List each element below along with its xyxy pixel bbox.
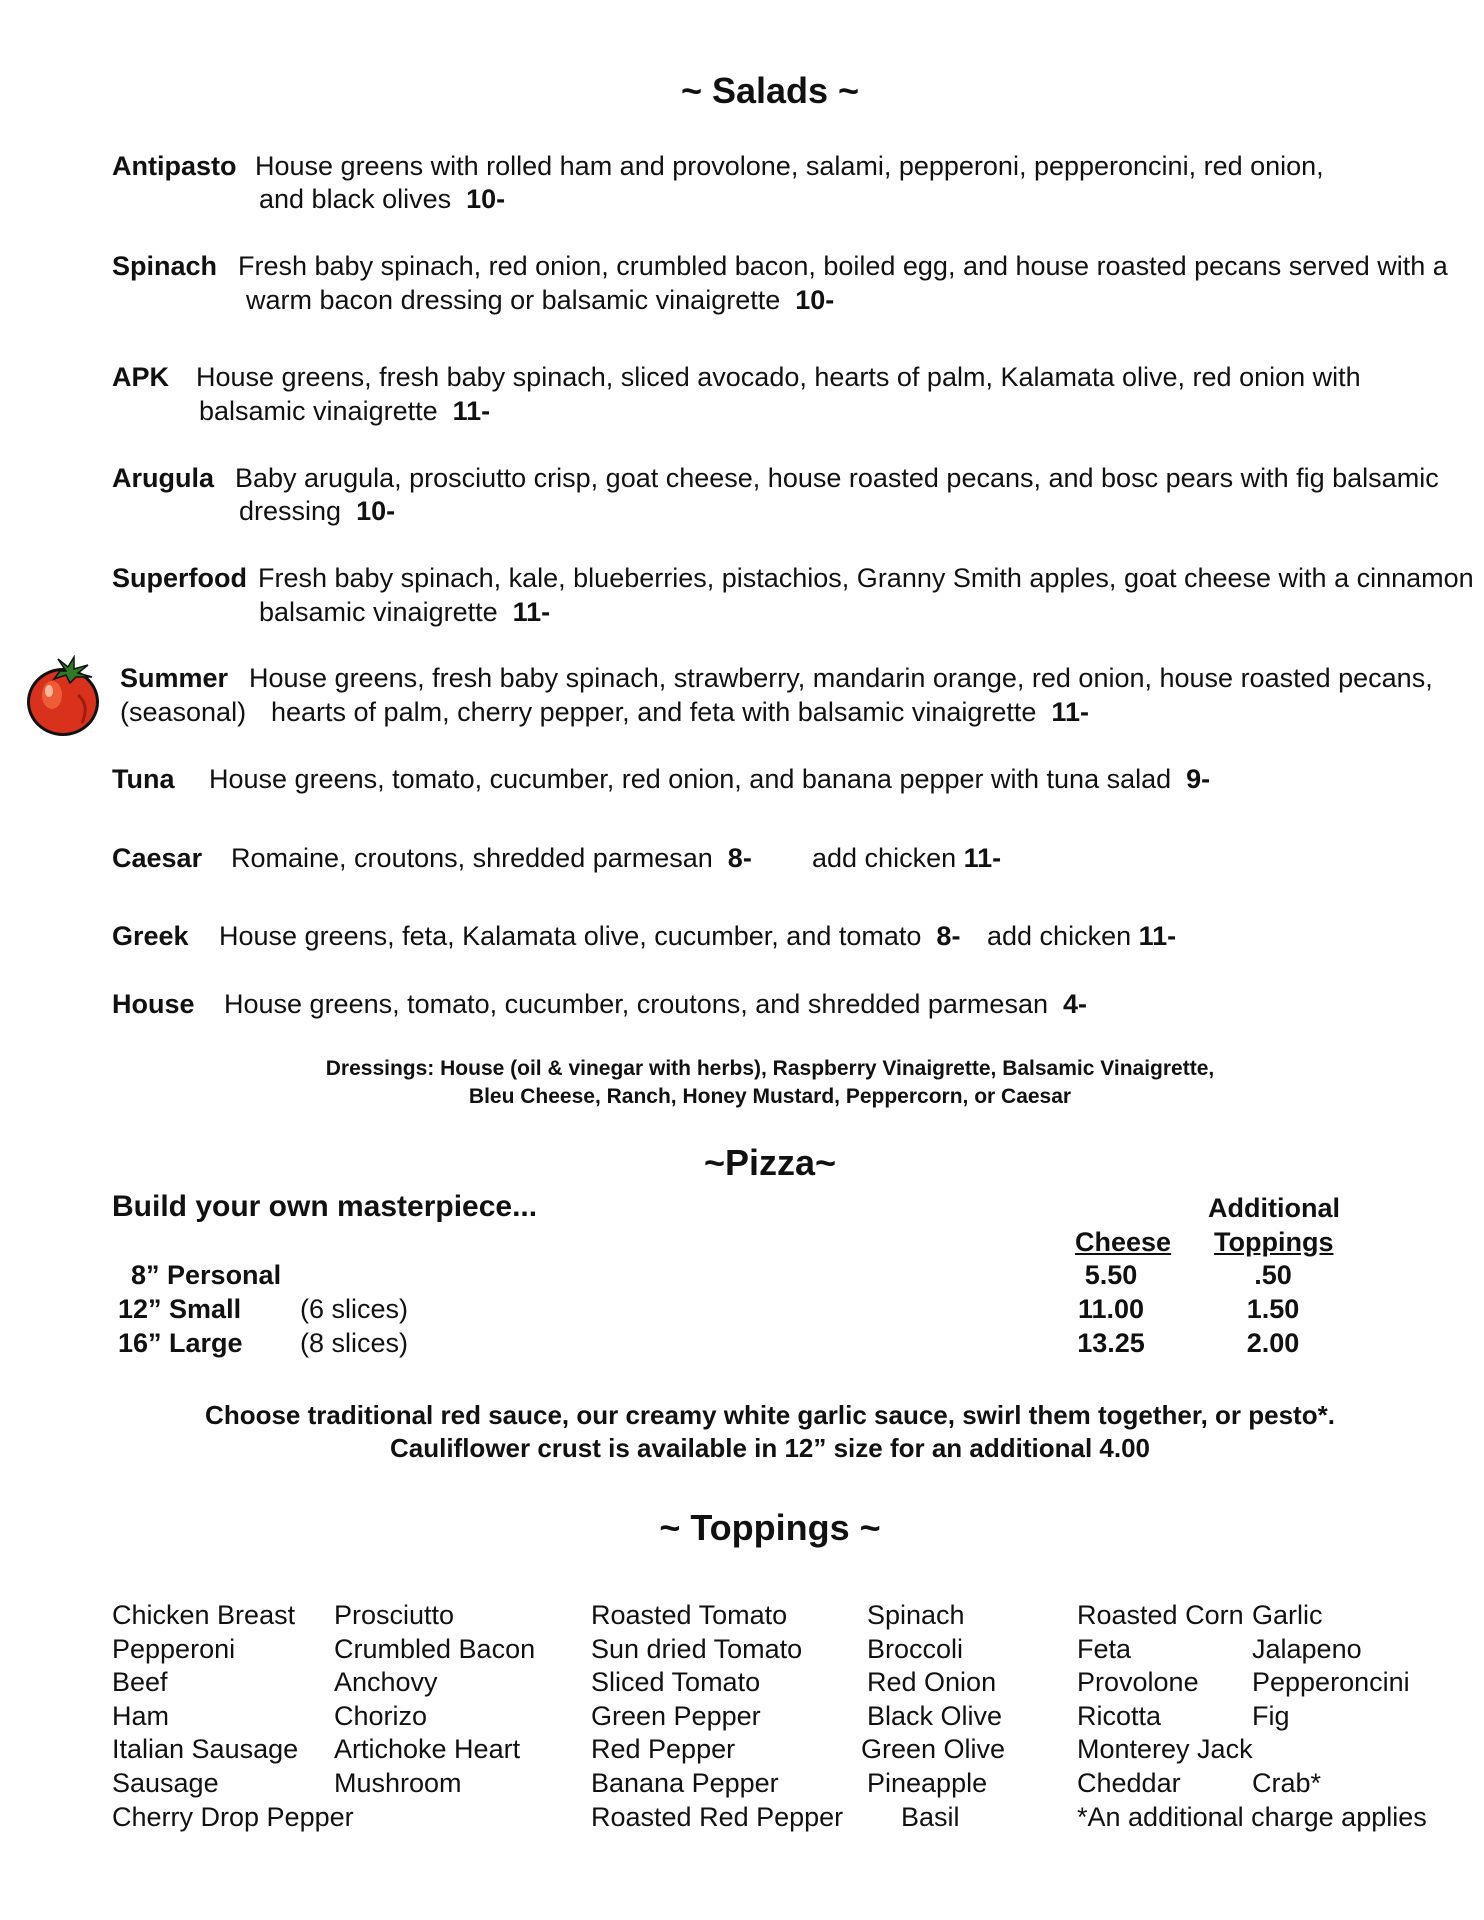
salad-desc	[271, 696, 1089, 729]
salads-title: ~ Salads ~	[680, 70, 860, 111]
salad-desc	[238, 250, 1448, 283]
topping-item: Monterey Jack	[1077, 1734, 1253, 1765]
salad-price: 11-	[512, 597, 551, 627]
salad-addon	[812, 842, 1001, 875]
salad-price: 10-	[795, 285, 835, 315]
salad-desc-line: warm bacon dressing or balsamic vinaigrette	[246, 285, 781, 315]
salad-item-house	[112, 988, 195, 1021]
salad-desc	[224, 988, 1087, 1021]
salad-name: Superfood	[112, 563, 247, 593]
pizza-size: 8” Personal	[131, 1260, 282, 1290]
pizza-subtitle: Build your own masterpiece...	[112, 1190, 538, 1223]
topping-item: Cherry Drop Pepper	[112, 1801, 354, 1832]
pizza-crust-note: Cauliflower crust is available in 12” size for an additional 4.00	[389, 1433, 1151, 1463]
salad-item-apk	[112, 361, 169, 394]
salad-desc	[235, 462, 1439, 495]
salad-item-greek	[112, 920, 189, 953]
pizza-cheese-price: 13.25	[1077, 1328, 1145, 1358]
salad-desc-line: House greens, fresh baby spinach, strawberry, mandarin orange, red onion, house roasted pecans,	[249, 663, 1433, 693]
salad-desc	[259, 596, 550, 629]
topping-item: Crumbled Bacon	[334, 1633, 536, 1664]
salad-desc	[209, 763, 1210, 796]
pizza-slices: (8 slices)	[300, 1328, 409, 1358]
salad-desc	[199, 395, 490, 428]
topping-item: Roasted Red Pepper	[591, 1801, 844, 1832]
salad-desc	[239, 495, 395, 528]
salad-price: 9-	[1186, 764, 1211, 794]
salad-item-summer	[120, 662, 228, 695]
salad-desc-line: dressing	[239, 496, 342, 526]
salad-desc	[231, 842, 752, 875]
topping-item: Sun dried Tomato	[591, 1633, 803, 1664]
addon-price: 11-	[963, 843, 1002, 873]
topping-item: Mushroom	[334, 1768, 462, 1798]
salad-desc-line: House greens with rolled ham and provolone, salami, pepperoni, pepperoncini, red onion,	[255, 151, 1324, 181]
salad-desc-line: Baby arugula, prosciutto crisp, goat cheese, house roasted pecans, and bosc pears with fig balsamic	[235, 463, 1439, 493]
salad-desc	[259, 183, 505, 216]
topping-item: Roasted Corn	[1077, 1600, 1244, 1630]
topping-item: Provolone	[1077, 1667, 1199, 1698]
topping-item: Chicken Breast	[112, 1600, 296, 1630]
topping-item: Sausage	[112, 1768, 219, 1798]
topping-item: Green Pepper	[591, 1700, 761, 1731]
salad-name: APK	[112, 362, 170, 392]
pizza-size: 16” Large	[118, 1328, 243, 1358]
salad-desc-line: House greens, tomato, cucumber, croutons, and shredded parmesan	[224, 989, 1048, 1019]
topping-item: Pepperoni	[112, 1633, 236, 1664]
topping-item: Ricotta	[1077, 1700, 1162, 1731]
addon-label: add chicken	[987, 921, 1132, 951]
pizza-title: ~Pizza~	[703, 1142, 837, 1183]
salad-price: 10-	[466, 184, 506, 214]
topping-item: Green Olive	[861, 1734, 1006, 1765]
salad-desc-line: House greens, fresh baby spinach, sliced avocado, hearts of palm, Kalamata olive, red onion with	[196, 362, 1361, 392]
topping-item: Sliced Tomato	[591, 1667, 761, 1698]
topping-item: Black Olive	[867, 1700, 1003, 1731]
salad-seasonal-note: (seasonal)	[120, 697, 247, 727]
tomato-icon	[22, 655, 104, 739]
topping-item: Garlic	[1252, 1600, 1323, 1630]
salad-desc	[219, 920, 960, 953]
dressings-line-2: Bleu Cheese, Ranch, Honey Mustard, Peppercorn, or Caesar	[468, 1085, 1072, 1108]
salad-desc-line: House greens, feta, Kalamata olive, cucumber, and tomato	[219, 921, 922, 951]
topping-item: Cheddar	[1077, 1768, 1181, 1798]
toppings-title: ~ Toppings ~	[659, 1507, 881, 1548]
salad-name: Tuna	[112, 764, 175, 794]
pizza-cheese-price: 5.50	[1084, 1260, 1138, 1290]
salad-name: Antipasto	[112, 151, 237, 181]
topping-item: Red Pepper	[591, 1734, 736, 1765]
addon-label: add chicken	[812, 843, 957, 873]
pizza-topping-price: .50	[1254, 1260, 1292, 1290]
topping-item: Chorizo	[334, 1700, 428, 1731]
salad-name: Caesar	[112, 843, 203, 873]
pizza-size: 12” Small	[118, 1294, 242, 1324]
salad-addon	[987, 920, 1176, 953]
topping-item: Prosciutto	[334, 1600, 455, 1630]
topping-item: Pineapple	[867, 1768, 988, 1798]
pizza-sauce-note: Choose traditional red sauce, our creamy white garlic sauce, swirl them together, or pesto*.	[205, 1400, 1335, 1430]
salad-price: 10-	[356, 496, 396, 526]
salad-desc	[258, 562, 1474, 595]
salad-name: Greek	[112, 921, 189, 951]
salad-desc	[255, 150, 1324, 183]
salad-desc	[249, 662, 1433, 695]
pizza-topping-price: 1.50	[1246, 1294, 1300, 1324]
salad-desc-line: balsamic vinaigrette	[199, 396, 438, 426]
topping-item: Broccoli	[867, 1633, 964, 1664]
salad-desc-line: Fresh baby spinach, red onion, crumbled bacon, boiled egg, and house roasted pecans served with a	[238, 251, 1448, 281]
salad-price: 8-	[727, 843, 752, 873]
salad-item-superfood	[112, 562, 247, 595]
col-additional: Additional	[1208, 1193, 1340, 1223]
topping-item: Anchovy	[334, 1667, 438, 1698]
topping-item: Artichoke Heart	[334, 1734, 521, 1765]
salad-desc-line: House greens, tomato, cucumber, red onion, and banana pepper with tuna salad	[209, 764, 1172, 794]
salad-price: 8-	[936, 921, 961, 951]
salad-price: 4-	[1063, 989, 1088, 1019]
salad-name: Spinach	[112, 251, 218, 281]
topping-item: Jalapeno	[1252, 1633, 1362, 1664]
topping-item: Pepperoncini	[1252, 1667, 1410, 1698]
salad-desc-line: Fresh baby spinach, kale, blueberries, pistachios, Granny Smith apples, goat cheese with a cinnamon	[258, 563, 1474, 593]
topping-item: Roasted Tomato	[591, 1600, 788, 1630]
salad-name: Summer	[120, 663, 229, 693]
dressings-line-1: Dressings: House (oil & vinegar with herbs), Raspberry Vinaigrette, Balsamic Vinaigrette,	[325, 1057, 1215, 1080]
salad-desc	[246, 284, 834, 317]
salad-desc-line: balsamic vinaigrette	[259, 597, 498, 627]
salad-item-arugula	[112, 462, 214, 495]
topping-item: Basil	[901, 1801, 960, 1832]
salad-item-caesar	[112, 842, 202, 875]
topping-item: Red Onion	[867, 1667, 997, 1698]
topping-item: Italian Sausage	[112, 1734, 299, 1765]
topping-item: Banana Pepper	[591, 1768, 779, 1798]
topping-item: Spinach	[867, 1600, 965, 1630]
pizza-cheese-price: 11.00	[1077, 1294, 1145, 1324]
salad-item-spinach	[112, 250, 217, 283]
salad-price: 11-	[452, 396, 491, 426]
topping-item: *An additional charge applies	[1077, 1801, 1427, 1832]
salad-name: House	[112, 989, 195, 1019]
salad-item-tuna	[112, 763, 175, 796]
salad-price: 11-	[1051, 697, 1089, 727]
salad-desc-line: and black olives	[259, 184, 452, 214]
salad-desc	[196, 361, 1361, 394]
topping-item: Crab*	[1252, 1768, 1322, 1798]
topping-item: Fig	[1252, 1700, 1290, 1731]
topping-item: Ham	[112, 1700, 170, 1731]
salad-desc-line: Romaine, croutons, shredded parmesan	[231, 843, 713, 873]
salad-item-antipasto	[112, 150, 237, 183]
topping-item: Beef	[112, 1667, 168, 1698]
salad-name: Arugula	[112, 463, 215, 493]
pizza-topping-price: 2.00	[1246, 1328, 1300, 1358]
col-cheese: Cheese	[1075, 1227, 1172, 1257]
col-toppings: Toppings	[1214, 1227, 1334, 1257]
salad-desc-line: hearts of palm, cherry pepper, and feta with balsamic vinaigrette	[271, 697, 1037, 727]
pizza-slices: (6 slices)	[300, 1294, 409, 1324]
topping-item: Feta	[1077, 1633, 1132, 1664]
addon-price: 11-	[1138, 921, 1177, 951]
